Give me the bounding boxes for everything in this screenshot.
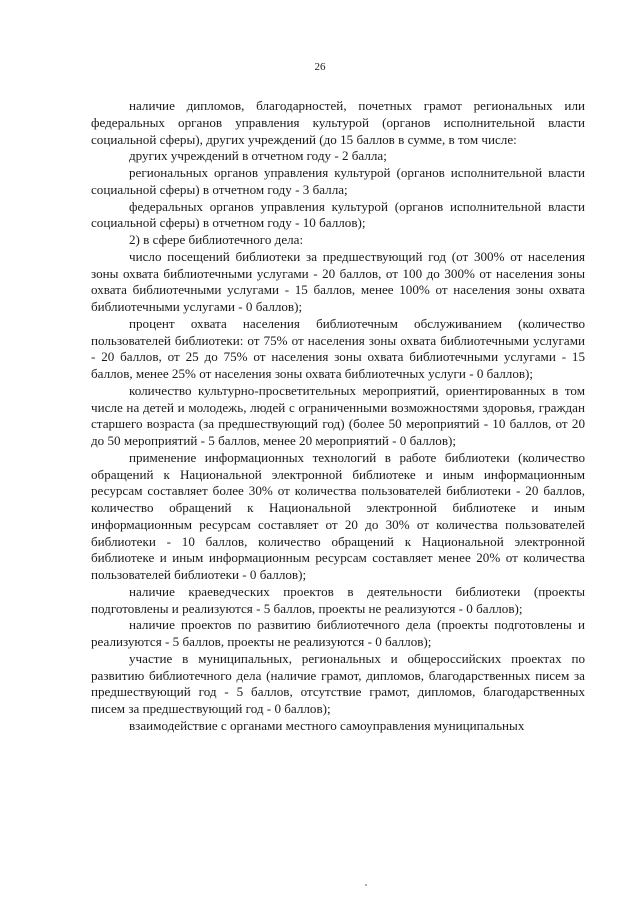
paragraph-development-projects: наличие проектов по развитию библиотечного дела (проекты подготовлены и реализуются - 5 баллов, проекты не реализуются - 0 баллов); <box>91 617 585 649</box>
paragraph-events: количество культурно-просветительных мероприятий, ориентированных в том числе на детей и молодежь, людей с ограниченными возможностями здоровья, граждан старшего возраста (за предшествующий год) (более 50 мероприятий - 10 баллов, от 20 до 50 мероприятий - 5 баллов, менее 20 мероприятий - 0 баллов); <box>91 382 585 448</box>
paragraph-regional-bodies: региональных органов управления культурой (органов исполнительной власти социальной сферы) в отчетном году - 3 балла; <box>91 165 585 197</box>
page-number: 26 <box>314 61 326 73</box>
scan-artifact <box>365 884 367 886</box>
paragraph-other-institutions: других учреждений в отчетном году - 2 балла; <box>129 148 387 164</box>
paragraph-local-history: наличие краеведческих проектов в деятельности библиотеки (проекты подготовлены и реализуются - 5 баллов, проекты не реализуются - 0 баллов); <box>91 583 585 616</box>
paragraph-visits: число посещений библиотеки за предшествующий год (от 300% от населения зоны охвата библиотечными услугами - 20 баллов, от 100 до 300% от населения зоны охвата библиотечными услугами - 15 баллов, менее 100% от населения зоны охвата библиотечными услугами - 0 баллов); <box>91 248 585 314</box>
paragraph-it-usage: применение информационных технологий в работе библиотеки (количество обращений к Национальной электронной библиотеке и иным информационным ресурсам составляет более 30% от количества пользователей библиотеки - 20 баллов, количество обращений к Национальной электронной библиотеке и иным информационным ресурсам составляет от 20 до 30% от количества пользователей библиотеки - 10 баллов, количество обращений к Национальной электронной библиотеке и иным информационным ресурсам составляет менее 20% от количества пользователей библиотеки - 0 баллов); <box>91 449 585 582</box>
paragraph-federal-bodies: федеральных органов управления культурой (органов исполнительной власти социальной сферы) в отчетном году - 10 баллов); <box>91 198 585 231</box>
document-body <box>91 98 585 735</box>
paragraph-participation: участие в муниципальных, региональных и общероссийских проектах по развитию библиотечного дела (наличие грамот, дипломов, благодарственных писем за предшествующий год - 5 баллов, отсутствие грамот, дипломов, благодарственных писем за предшествующий год - 0 баллов); <box>91 650 585 716</box>
paragraph-library-section: 2) в сфере библиотечного дела: <box>129 232 304 247</box>
paragraph-coverage: процент охвата населения библиотечным обслуживанием (количество пользователей библиотеки: от 75% от населения зоны охвата библиотечными услугами - 20 баллов, от 25 до 75% от населения зоны охвата библиотечными услугами - 15 баллов, менее 25% от населения зоны охвата библиотечных услуги - 0 баллов); <box>91 315 585 381</box>
paragraph-awards: наличие дипломов, благодарностей, почетных грамот региональных или федеральных органов управления культурой (органов исполнительной власти социальной сферы), других учреждений (до 15 баллов в сумме, в том числе: <box>91 98 585 147</box>
paragraph-interaction: взаимодействие с органами местного самоуправления муниципальных <box>129 717 525 733</box>
